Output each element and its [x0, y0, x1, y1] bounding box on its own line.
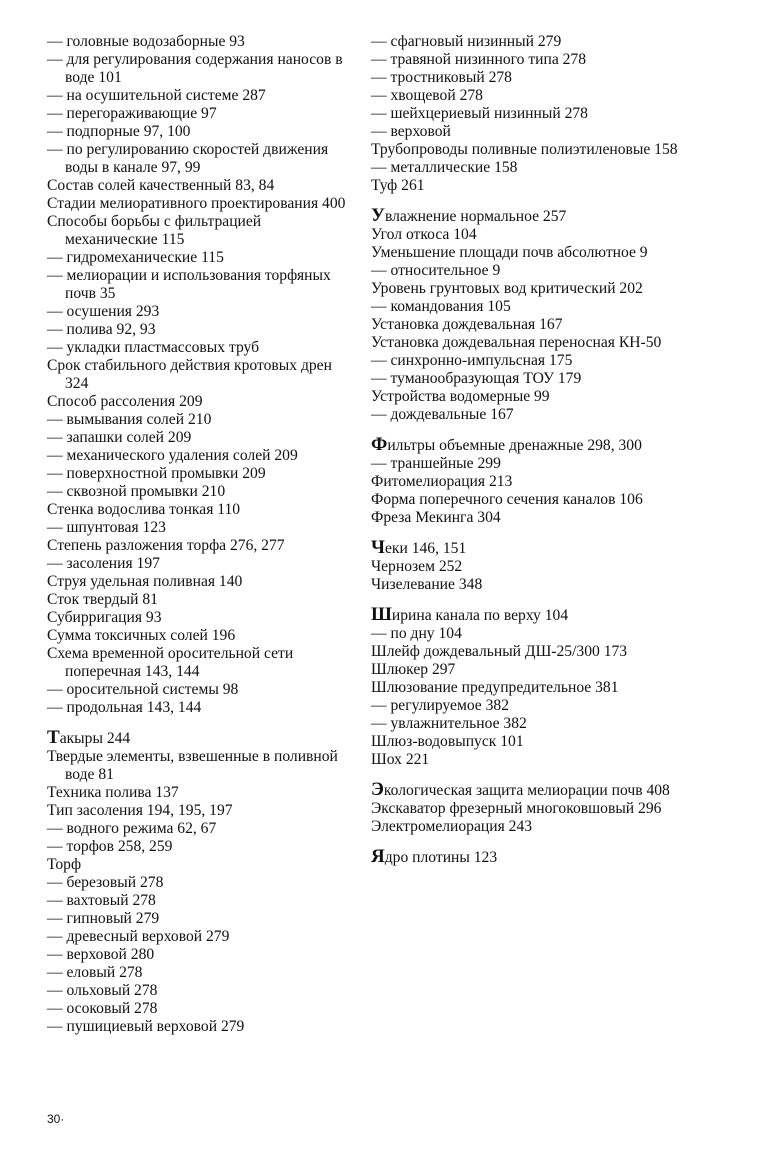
index-entry — [47, 645, 347, 681]
index-entry — [371, 51, 686, 69]
index-entry-text: Электромелиорация 243 — [371, 818, 533, 835]
index-entry-text: — перегораживающие 97 — [47, 105, 217, 122]
index-entry — [371, 576, 686, 594]
index-entry — [47, 573, 347, 591]
index-entry-text: Уровень грунтовых вод критический 202 — [371, 280, 643, 297]
index-entry — [47, 51, 347, 87]
page-number: 30· — [47, 1112, 65, 1126]
section-initial-letter: Я — [371, 846, 385, 867]
index-entry-text: Состав солей качественный 83, 84 — [47, 177, 275, 194]
index-entry-text: — оросительной системы 98 — [47, 681, 239, 698]
index-entry-text: — ольховый 278 — [47, 982, 158, 999]
index-entry — [371, 697, 686, 715]
index-entry-text: ирина канала по верху 104 — [391, 607, 569, 624]
index-entry-text: Установка дождевальная 167 — [371, 316, 563, 333]
index-entry — [47, 483, 347, 501]
index-entry — [371, 606, 686, 625]
index-entry-text: — траншейные 299 — [371, 455, 501, 472]
index-entry-text: — гидромеханические 115 — [47, 249, 224, 266]
index-entry-text: — относительное 9 — [371, 262, 501, 279]
index-entry-text: Фитомелиорация 213 — [371, 473, 513, 490]
index-entry-text: Торф — [47, 856, 82, 873]
index-entry — [47, 213, 347, 249]
index-entry — [47, 856, 347, 874]
index-entry — [47, 802, 347, 820]
index-entry-text: Форма поперечного сечения каналов 106 — [371, 491, 643, 508]
index-entry — [47, 627, 347, 645]
index-entry — [371, 643, 686, 661]
index-entry-text: — для регулирования содержания наносов в воде 101 — [47, 51, 343, 86]
index-entry — [47, 303, 347, 321]
index-entry — [371, 800, 686, 818]
section-initial-letter: Ч — [371, 537, 385, 558]
index-entry — [47, 123, 347, 141]
index-entry — [47, 982, 347, 1000]
index-entry — [47, 748, 347, 784]
index-entry — [47, 249, 347, 267]
index-entry — [371, 159, 686, 177]
index-entry — [47, 699, 347, 717]
index-entry-text: Твердые элементы, взвешенные в поливной воде 81 — [47, 748, 338, 783]
index-entry-text: — древесный верховой 279 — [47, 928, 230, 945]
index-entry — [371, 105, 686, 123]
index-entry — [371, 262, 686, 280]
index-entry — [371, 733, 686, 751]
index-entry — [47, 946, 347, 964]
index-entry-text: — вымывания солей 210 — [47, 411, 212, 428]
index-entry — [371, 388, 686, 406]
index-entry-text: кологическая защита мелиорации почв 408 — [383, 782, 670, 799]
index-entry — [47, 681, 347, 699]
index-entry-text: — туманообразующая ТОУ 179 — [371, 370, 582, 387]
section-initial-letter: Э — [371, 779, 384, 800]
index-entry — [47, 195, 347, 213]
index-entry — [47, 339, 347, 357]
index-entry — [371, 625, 686, 643]
index-entry-text: — головные водозаборные 93 — [47, 33, 245, 50]
index-entry — [47, 447, 347, 465]
index-entry-text: Устройства водомерные 99 — [371, 388, 550, 405]
index-entry-text: Стенка водослива тонкая 110 — [47, 501, 241, 518]
index-entry — [371, 141, 686, 159]
index-entry — [47, 729, 347, 748]
index-entry — [371, 455, 686, 473]
index-entry — [47, 1018, 347, 1036]
index-entry-text: — засоления 197 — [47, 555, 160, 572]
index-entry — [371, 280, 686, 298]
index-entry — [47, 1000, 347, 1018]
index-entry-text: Тип засоления 194, 195, 197 — [47, 802, 233, 819]
index-entry-text: — на осушительной системе 287 — [47, 87, 266, 104]
index-entry-text: Струя удельная поливная 140 — [47, 573, 243, 590]
section-gap — [371, 769, 686, 781]
index-entry-text: — березовый 278 — [47, 874, 164, 891]
index-entry-text: — сфагновый низинный 279 — [371, 33, 562, 50]
index-entry — [371, 316, 686, 334]
index-entry-text: — гипновый 279 — [47, 910, 160, 927]
index-column-right — [371, 33, 686, 867]
index-entry — [47, 591, 347, 609]
index-entry — [371, 352, 686, 370]
section-initial-letter: Ф — [371, 434, 388, 455]
index-entry-text: — полива 92, 93 — [47, 321, 156, 338]
index-entry — [371, 509, 686, 527]
index-entry-text: Стадии мелиоративного проектирования 400 — [47, 195, 346, 212]
index-entry — [371, 818, 686, 836]
section-gap — [371, 836, 686, 848]
index-entry — [47, 910, 347, 928]
index-entry-text: — механического удаления солей 209 — [47, 447, 298, 464]
index-entry — [47, 784, 347, 802]
index-entry — [47, 928, 347, 946]
index-entry-text: Способ рассоления 209 — [47, 393, 203, 410]
index-entry — [371, 848, 686, 867]
index-entry — [371, 781, 686, 800]
index-entry-text: — торфов 258, 259 — [47, 838, 173, 855]
index-entry-text: Шлюзование предупредительное 381 — [371, 679, 619, 696]
index-entry — [47, 519, 347, 537]
index-entry — [371, 33, 686, 51]
index-entry-text: — осоковый 278 — [47, 1000, 158, 1017]
index-entry — [371, 539, 686, 558]
index-entry — [371, 679, 686, 697]
index-entry-text: Уменьшение площади почв абсолютное 9 — [371, 244, 648, 261]
index-entry — [47, 141, 347, 177]
index-entry-text: Техника полива 137 — [47, 784, 179, 801]
index-entry — [371, 244, 686, 262]
index-entry-text: — верховой 280 — [47, 946, 155, 963]
index-entry — [47, 820, 347, 838]
index-entry-text: — шейхцериевый низинный 278 — [371, 105, 588, 122]
index-entry-text: Схема временной оросительной сети поперечная 143, 144 — [47, 645, 294, 680]
index-entry — [47, 609, 347, 627]
index-entry — [47, 87, 347, 105]
index-entry — [47, 838, 347, 856]
index-entry-text: Субирригация 93 — [47, 609, 162, 626]
index-entry-text: Установка дождевальная переносная КН-50 — [371, 334, 662, 351]
index-entry-text: — дождевальные 167 — [371, 406, 514, 423]
index-entry-text: — подпорные 97, 100 — [47, 123, 191, 140]
index-entry-text: Шлейф дождевальный ДШ-25/300 173 — [371, 643, 628, 660]
index-entry-text: Чернозем 252 — [371, 558, 463, 575]
index-entry — [371, 558, 686, 576]
index-entry-text: еки 146, 151 — [384, 540, 467, 557]
index-entry-text: Шлюз-водовыпуск 101 — [371, 733, 524, 750]
index-entry-text: Чизелевание 348 — [371, 576, 483, 593]
index-column-left — [47, 33, 347, 1036]
index-entry-text: Трубопроводы поливные полиэтиленовые 158 — [371, 141, 678, 158]
index-entry-text: Сумма токсичных солей 196 — [47, 627, 236, 644]
index-entry-text: — сквозной промывки 210 — [47, 483, 226, 500]
index-entry — [371, 370, 686, 388]
index-entry-text: — пушициевый верховой 279 — [47, 1018, 245, 1035]
index-entry — [47, 555, 347, 573]
index-entry-text: Экскаватор фрезерный многоковшовый 296 — [371, 800, 662, 817]
index-entry — [371, 298, 686, 316]
index-entry-text: — верховой — [371, 123, 451, 140]
index-entry-text: Степень разложения торфа 276, 277 — [47, 537, 285, 554]
index-entry — [47, 411, 347, 429]
index-entry-text: Срок стабильного действия кротовых дрен 324 — [47, 357, 332, 392]
index-entry-text: — тростниковый 278 — [371, 69, 512, 86]
index-entry-text: — осушения 293 — [47, 303, 160, 320]
section-gap — [371, 195, 686, 207]
index-entry-text: акыры 244 — [59, 730, 131, 747]
index-entry-text: — регулируемое 382 — [371, 697, 510, 714]
index-entry-text: Сток твердый 81 — [47, 591, 158, 608]
index-entry — [371, 226, 686, 244]
index-entry-text: — вахтовый 278 — [47, 892, 156, 909]
index-entry — [47, 33, 347, 51]
index-entry-text: — увлажнительное 382 — [371, 715, 527, 732]
index-entry — [371, 406, 686, 424]
index-entry-text: — по регулированию скоростей движения воды в канале 97, 99 — [47, 141, 329, 176]
index-entry-text: — продольная 143, 144 — [47, 699, 202, 716]
section-gap — [371, 594, 686, 606]
index-entry-text: — хвощевой 278 — [371, 87, 483, 104]
index-entry — [47, 465, 347, 483]
index-entry-text: — укладки пластмассовых труб — [47, 339, 260, 356]
index-entry — [371, 207, 686, 226]
index-entry — [47, 964, 347, 982]
section-initial-letter: У — [371, 205, 385, 226]
index-entry — [47, 501, 347, 519]
index-entry-text: — травяной низинного типа 278 — [371, 51, 587, 68]
index-entry-text: — синхронно-импульсная 175 — [371, 352, 573, 369]
index-entry-text: Шлюкер 297 — [371, 661, 456, 678]
index-entry-text: — еловый 278 — [47, 964, 143, 981]
index-entry — [47, 105, 347, 123]
index-entry — [47, 874, 347, 892]
index-entry — [371, 473, 686, 491]
index-entry-text: ильтры объемные дренажные 298, 300 — [387, 437, 642, 454]
index-entry — [47, 321, 347, 339]
index-entry-text: влажнение нормальное 257 — [384, 208, 567, 225]
index-entry-text: — поверхностной промывки 209 — [47, 465, 266, 482]
index-entry-text: Туф 261 — [371, 177, 425, 194]
index-entry — [371, 751, 686, 769]
index-entry-text: — металлические 158 — [371, 159, 518, 176]
index-entry — [47, 267, 347, 303]
index-entry — [47, 537, 347, 555]
section-initial-letter: Т — [47, 727, 60, 748]
index-entry — [47, 177, 347, 195]
index-entry-text: Угол откоса 104 — [371, 226, 477, 243]
index-entry — [47, 357, 347, 393]
index-entry — [47, 429, 347, 447]
index-entry — [371, 87, 686, 105]
index-entry-text: Способы борьбы с фильтрацией механические 115 — [47, 213, 262, 248]
section-gap — [47, 717, 347, 729]
index-entry-text: — мелиорации и использования торфяных почв 35 — [47, 267, 331, 302]
index-entry — [371, 436, 686, 455]
index-entry-text: Фреза Мекинга 304 — [371, 509, 501, 526]
index-entry — [371, 123, 686, 141]
index-entry-text: — водного режима 62, 67 — [47, 820, 217, 837]
index-entry-text: — командования 105 — [371, 298, 511, 315]
index-entry — [371, 715, 686, 733]
index-entry-text: дро плотины 123 — [384, 849, 498, 866]
index-entry-text: — шпунтовая 123 — [47, 519, 166, 536]
index-entry — [371, 661, 686, 679]
index-entry — [371, 491, 686, 509]
index-entry-text: Шох 221 — [371, 751, 430, 768]
index-entry — [371, 177, 686, 195]
index-entry — [47, 892, 347, 910]
index-entry-text: — по дну 104 — [371, 625, 462, 642]
section-gap — [371, 527, 686, 539]
section-gap — [371, 424, 686, 436]
index-entry-text: — запашки солей 209 — [47, 429, 192, 446]
index-entry — [371, 334, 686, 352]
index-entry — [47, 393, 347, 411]
index-entry — [371, 69, 686, 87]
section-initial-letter: Ш — [371, 604, 392, 625]
